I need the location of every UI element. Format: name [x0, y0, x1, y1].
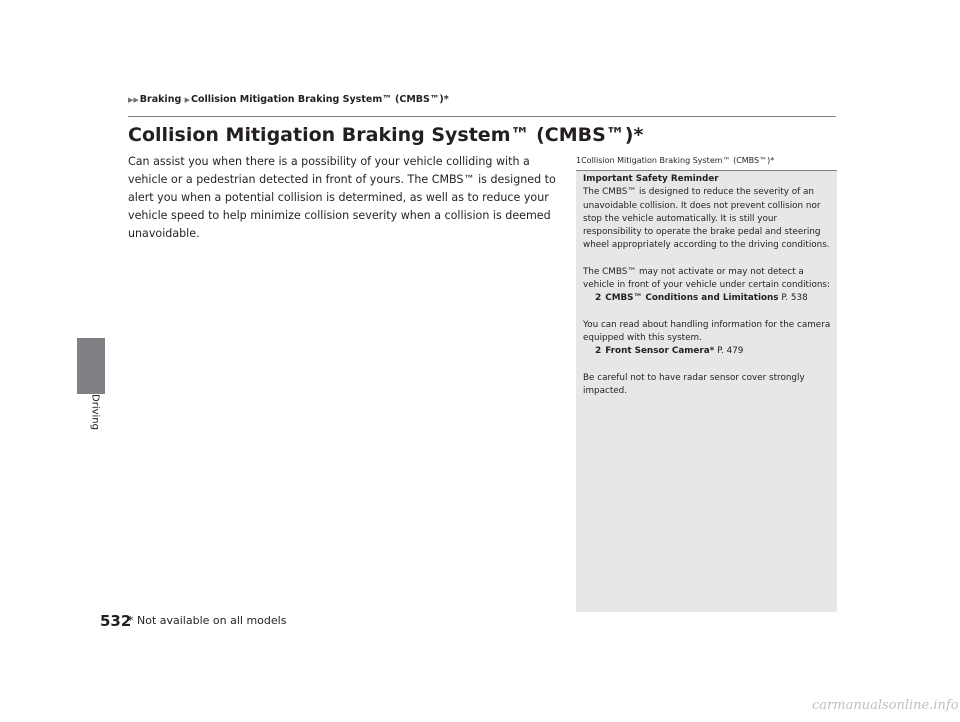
- xref-front-sensor-camera[interactable]: [583, 345, 831, 358]
- section-tab-marker: [77, 338, 105, 394]
- sidebar-paragraph: You can read about handling information for the camera equipped with this system.: [583, 319, 831, 343]
- xref-label[interactable]: CMBS™ Conditions and Limitations: [605, 293, 779, 304]
- sidebar-heading: Important Safety Reminder: [583, 174, 719, 184]
- xref-label[interactable]: Front Sensor Camera*: [605, 346, 715, 357]
- sidebar-paragraph: The CMBS™ is designed to reduce the severity of an unavoidable collision. It does not prevent collision nor stop the vehicle automatically. It is still your responsibility to operate the brake pedal and steering wheel appropriately according to the driving conditions.: [583, 187, 830, 251]
- sidebar-paragraph: The CMBS™ may not activate or may not detect a vehicle in front of your vehicle under certain conditions:: [583, 266, 830, 291]
- xref-arrow-icon: 2: [595, 346, 602, 357]
- xref-page: P. 479: [714, 346, 744, 357]
- xref-page: P. 538: [778, 293, 808, 304]
- sidebar-note: [576, 154, 837, 612]
- header-divider: [128, 116, 836, 117]
- sidebar-header: [576, 154, 837, 171]
- arrow-icon: ▶: [184, 96, 190, 104]
- watermark: carmanualsonline.info: [812, 698, 959, 713]
- xref-arrow-icon: 2: [595, 293, 602, 304]
- sidebar-header-text: 1Collision Mitigation Braking System™ (CMBS™)*: [576, 156, 775, 165]
- breadcrumb: [128, 94, 449, 105]
- section-tab-label: Driving: [89, 394, 101, 430]
- body-text: Can assist you when there is a possibility of your vehicle colliding with a vehicle or a pedestrian detected in front of yours. The CMBS™ is designed to alert you when a potential collision is determined, as well as to reduce your vehicle speed to help minimize collision severity when a collision is deemed unavoidable.: [128, 155, 556, 240]
- footnote: * Not available on all models: [128, 614, 287, 627]
- sidebar-paragraph: Be careful not to have radar sensor cover strongly impacted.: [583, 372, 805, 396]
- page-title: Collision Mitigation Braking System™ (CMBS™)*: [128, 124, 644, 146]
- page-number: 532: [100, 612, 132, 630]
- breadcrumb-item-braking[interactable]: Braking: [139, 94, 182, 105]
- xref-cmbs-conditions[interactable]: [583, 292, 831, 305]
- sidebar-header-divider: [576, 170, 837, 171]
- sidebar-content: [583, 173, 831, 398]
- arrow-icon: ▶▶: [128, 96, 139, 104]
- breadcrumb-item-cmbs[interactable]: Collision Mitigation Braking System™ (CMBS™)*: [190, 94, 449, 105]
